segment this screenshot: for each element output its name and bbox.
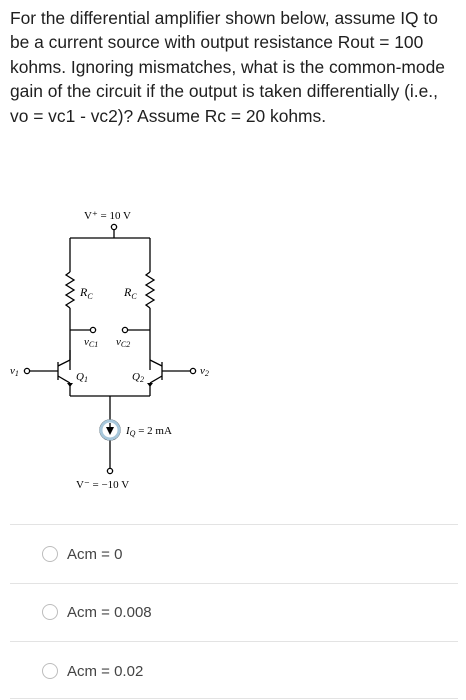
vc2-subscript: C2: [120, 340, 131, 349]
svg-text:vC1: [84, 336, 98, 349]
rc-left-subscript: C: [87, 292, 93, 301]
answer-option[interactable]: [42, 659, 143, 683]
answer-option-label: Acm = 0.02: [67, 662, 144, 680]
answer-option-label: Acm = 0: [67, 545, 123, 563]
svg-text:Q1: [76, 371, 88, 384]
svg-text:RC: [79, 285, 93, 301]
answer-option[interactable]: [42, 542, 122, 566]
iq-value: = 2 mA: [135, 425, 172, 437]
vc2-label: v: [116, 336, 121, 348]
rc-left-label: R: [80, 285, 88, 299]
divider: [10, 524, 458, 525]
vc1-subscript: C1: [88, 340, 99, 349]
divider: [10, 583, 458, 584]
svg-text:RC: [123, 285, 137, 301]
q2-label: Q: [132, 371, 140, 383]
svg-text:Q2: [132, 371, 144, 384]
iq-subscript: Q: [129, 429, 136, 438]
rc-right-subscript: C: [131, 292, 137, 301]
v2-subscript: 2: [204, 369, 209, 378]
vc1-label: v: [84, 336, 89, 348]
v1-subscript: 1: [14, 369, 19, 378]
divider: [10, 698, 458, 699]
differential-amplifier-schematic: [0, 200, 466, 500]
svg-text:IQ = 2 mA: [125, 425, 172, 438]
radio-button[interactable]: [42, 604, 58, 620]
radio-button[interactable]: [42, 663, 58, 679]
svg-text:vC2: [116, 336, 130, 349]
rc-right-label: R: [124, 285, 132, 299]
answer-option-label: Acm = 0.008: [67, 603, 152, 621]
q1-subscript: 1: [83, 375, 88, 384]
svg-text:v2: [200, 365, 209, 378]
answer-option[interactable]: [42, 600, 152, 624]
question-text: For the differential amplifier shown below, assume IQ to be a current source with output resistance Rout = 100 kohms. Ignoring mismatches, what is the common-mode gain of the circuit if the output is taken differentially (i.e., vo = vc1 - vc2)? Assume Rc = 20 kohms.: [10, 8, 445, 126]
svg-text:v1: [10, 365, 19, 378]
v2-label: v: [200, 365, 205, 377]
q2-subscript: 2: [139, 375, 144, 384]
q1-label: Q: [76, 371, 84, 383]
v1-label: v: [10, 365, 15, 377]
radio-button[interactable]: [42, 546, 58, 562]
vminus-label: V⁻ = −10 V: [76, 479, 130, 491]
divider: [10, 641, 458, 642]
vplus-label: V⁺ = 10 V: [84, 210, 131, 222]
iq-label: I: [126, 425, 130, 437]
